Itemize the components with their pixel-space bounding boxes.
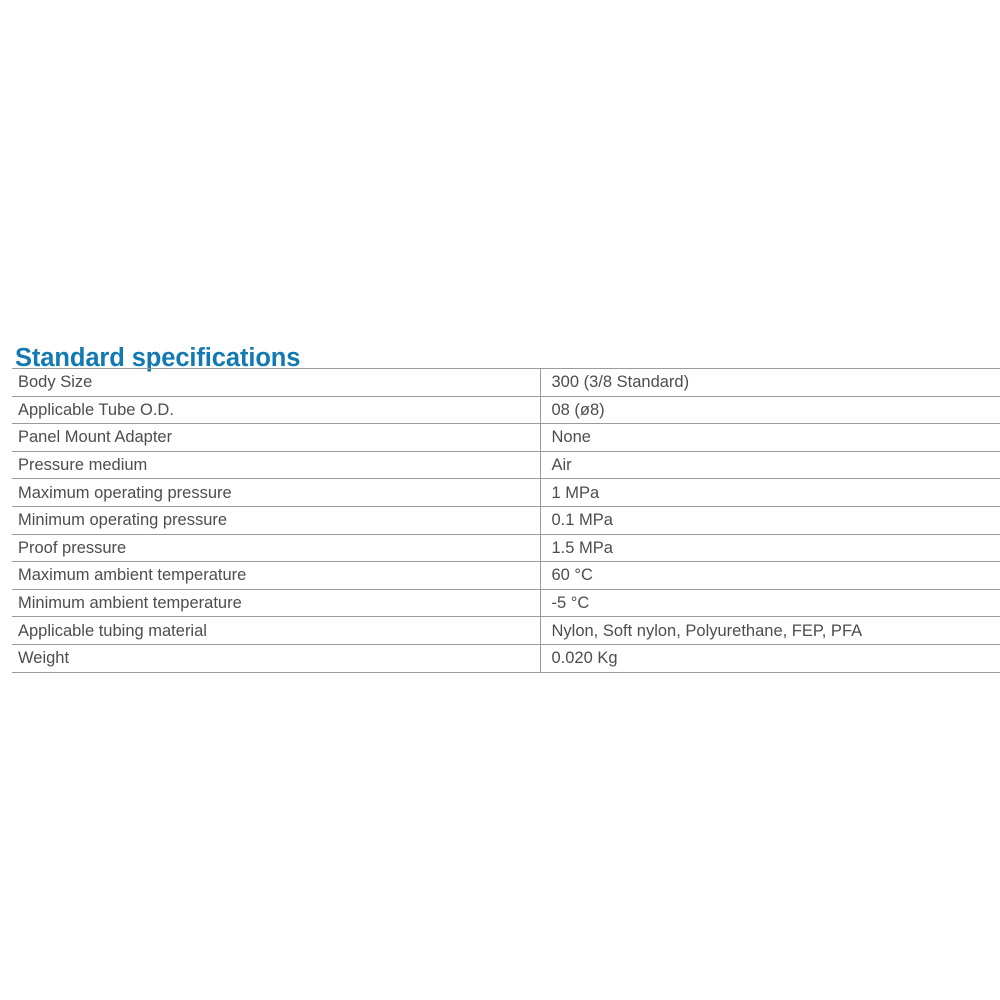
spec-label-cell: Panel Mount Adapter (12, 424, 540, 452)
spec-label-cell: Pressure medium (12, 451, 540, 479)
standard-specifications-table (12, 368, 1000, 673)
spec-label-cell: Minimum ambient temperature (12, 589, 540, 617)
spec-label-cell: Proof pressure (12, 534, 540, 562)
spec-value-cell: 1.5 MPa (540, 534, 1000, 562)
spec-value-cell: 60 °C (540, 562, 1000, 590)
table-row (12, 589, 1000, 617)
spec-value-cell: None (540, 424, 1000, 452)
table-row (12, 479, 1000, 507)
spec-label-cell: Maximum operating pressure (12, 479, 540, 507)
table-row (12, 424, 1000, 452)
spec-label-cell: Applicable tubing material (12, 617, 540, 645)
table-row (12, 562, 1000, 590)
spec-label-cell: Weight (12, 644, 540, 672)
spec-label-cell: Applicable Tube O.D. (12, 396, 540, 424)
spec-value-cell: 0.1 MPa (540, 506, 1000, 534)
spec-label-cell: Minimum operating pressure (12, 506, 540, 534)
table-row (12, 644, 1000, 672)
spec-value-cell: Nylon, Soft nylon, Polyurethane, FEP, PFA (540, 617, 1000, 645)
spec-value-cell: 08 (ø8) (540, 396, 1000, 424)
spec-value-cell: 0.020 Kg (540, 644, 1000, 672)
table-row (12, 451, 1000, 479)
spec-value-cell: 300 (3/8 Standard) (540, 369, 1000, 397)
spec-label-cell: Maximum ambient temperature (12, 562, 540, 590)
spec-value-cell: -5 °C (540, 589, 1000, 617)
spec-value-cell: 1 MPa (540, 479, 1000, 507)
table-row (12, 396, 1000, 424)
table-row (12, 534, 1000, 562)
page-title: Standard specifications (15, 344, 301, 373)
spec-value-cell: Air (540, 451, 1000, 479)
table-row (12, 506, 1000, 534)
table-row (12, 369, 1000, 397)
spec-table-body (12, 369, 1000, 673)
table-row (12, 617, 1000, 645)
spec-label-cell: Body Size (12, 369, 540, 397)
